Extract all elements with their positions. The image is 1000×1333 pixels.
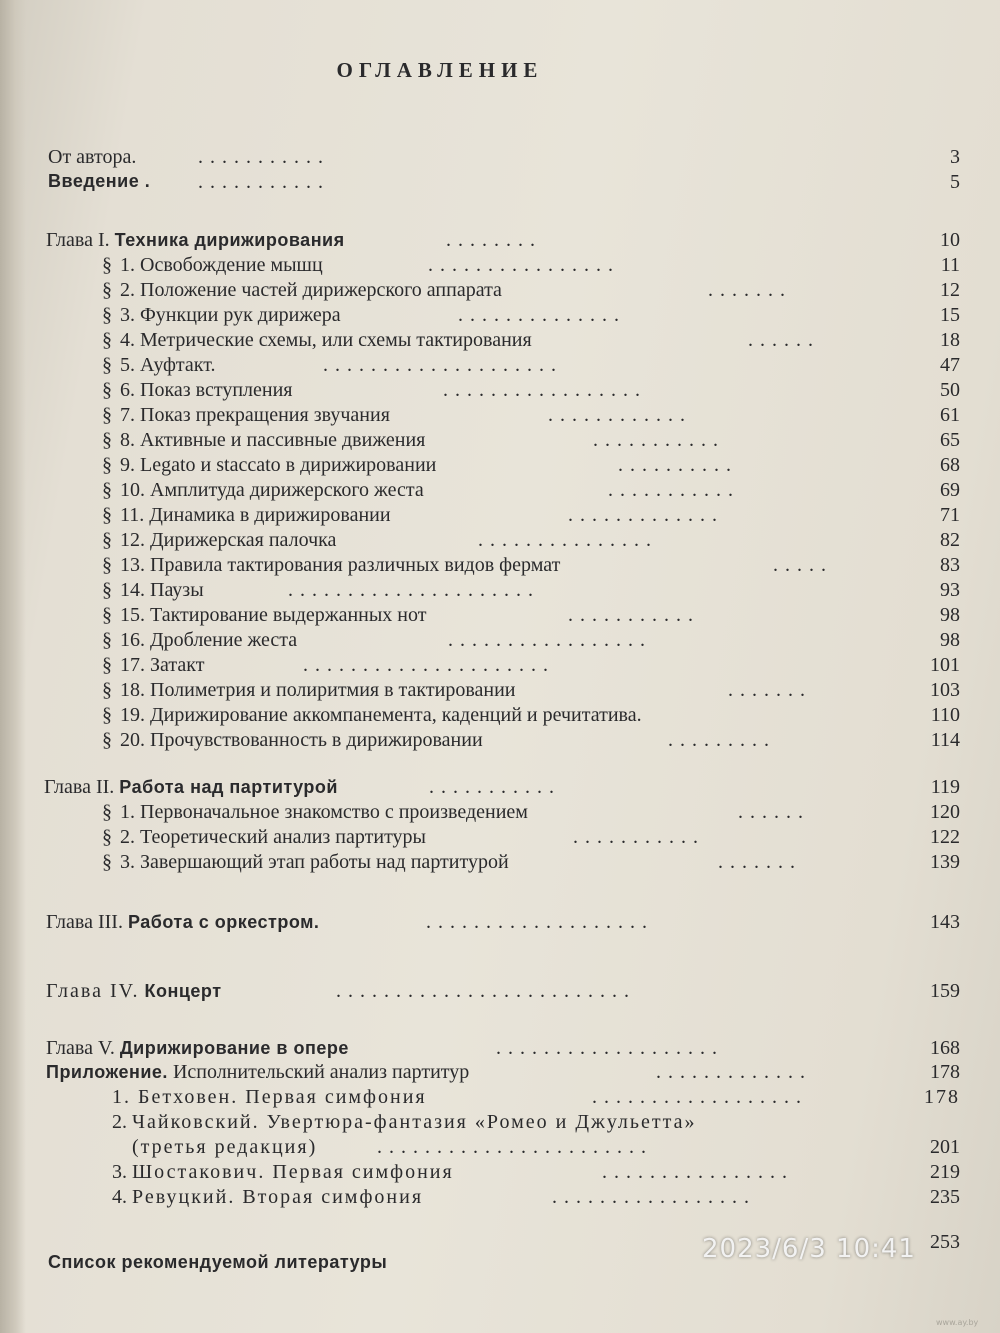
appendix-heading xyxy=(46,1061,469,1084)
chapter-heading xyxy=(44,776,338,799)
section-sign: § xyxy=(102,826,112,848)
entry-page: 219 xyxy=(930,1161,960,1183)
toc-section xyxy=(48,629,960,657)
toc-appendix-item xyxy=(112,1111,960,1139)
book-spine-shadow xyxy=(0,0,26,1333)
chapter-heading xyxy=(46,911,319,934)
toc-section xyxy=(48,304,960,332)
section-label: Дирижирование аккомпанемента, каденций и речитатива. xyxy=(150,704,642,726)
entry-leader: . . . . . xyxy=(773,554,827,576)
chapter-title: Дирижирование в опере xyxy=(119,1038,349,1058)
entry-page: 83 xyxy=(940,554,960,576)
section-number: 3. xyxy=(120,851,135,873)
entry-leader: . . . . . . . xyxy=(708,279,786,301)
entry-leader: . . . . . . . . . xyxy=(668,729,770,751)
section-label: Затакт xyxy=(150,654,205,676)
entry-label: Введение . xyxy=(48,171,151,191)
section-label: Полиметрия и полиритмия в тактировании xyxy=(150,679,516,701)
chapter-prefix: Глава V. xyxy=(46,1037,115,1059)
entry-page: 120 xyxy=(930,801,960,823)
entry-page: 65 xyxy=(940,429,960,451)
section-number: 4. xyxy=(120,329,135,351)
section-label: Положение частей дирижерского аппарата xyxy=(140,279,502,301)
toc-section xyxy=(48,354,960,382)
toc-appendix-item xyxy=(112,1186,960,1214)
entry-leader: . . . . . . . . . . . . . . . . . xyxy=(552,1186,750,1208)
chapter-heading xyxy=(46,980,222,1003)
entry-leader: . . . . . . . . . . . . . . . . . . . . xyxy=(323,354,557,376)
entry-page: 178 xyxy=(930,1061,960,1083)
entry-leader: . . . . . . . . . . . . . . . . . xyxy=(448,629,646,651)
entry-page: 3 xyxy=(950,146,960,168)
entry-leader: . . . . . . . . . . . . . . . . . . . . . . . xyxy=(377,1136,647,1158)
entry-leader: . . . . . . . . . . . . . . xyxy=(458,304,620,326)
toc-entry-author xyxy=(48,146,960,174)
toc-section xyxy=(48,851,960,879)
section-label: Дирижерская палочка xyxy=(150,529,337,551)
toc-section xyxy=(48,579,960,607)
section-label: Показ вступления xyxy=(140,379,293,401)
section-number: 7. xyxy=(120,404,135,426)
section-label: Тактирование выдержанных нот xyxy=(150,604,427,626)
section-number: 9. xyxy=(120,454,135,476)
entry-page: 15 xyxy=(940,304,960,326)
chapter-title: Работа над партитурой xyxy=(119,777,338,797)
toc-section xyxy=(48,801,960,829)
item-number: 4. xyxy=(112,1186,127,1208)
entry-leader: . . . . . . xyxy=(738,801,804,823)
entry-leader: . . . . . . . . . . . . . . . . . xyxy=(443,379,641,401)
item-label: (третья редакция) xyxy=(132,1136,318,1158)
section-number: 5. xyxy=(120,354,135,376)
entry-page: 110 xyxy=(930,704,960,726)
chapter-prefix: Глава II. xyxy=(44,776,115,798)
toc-section xyxy=(48,826,960,854)
section-sign: § xyxy=(102,529,112,551)
entry-page: 18 xyxy=(940,329,960,351)
section-number: 2. xyxy=(120,279,135,301)
section-number: 1. xyxy=(120,801,135,823)
toc-section xyxy=(48,529,960,557)
entry-page: 201 xyxy=(930,1136,960,1158)
entry-leader: . . . . . . xyxy=(748,329,814,351)
section-sign: § xyxy=(102,679,112,701)
toc-section xyxy=(48,404,960,432)
entry-page: 98 xyxy=(940,604,960,626)
entry-leader: . . . . . . . . . . . . . xyxy=(568,504,718,526)
entry-page: 61 xyxy=(940,404,960,426)
section-label: Амплитуда дирижерского жеста xyxy=(150,479,424,501)
section-number: 2. xyxy=(120,826,135,848)
entry-leader: . . . . . . . . . . . . . . . . . . . . . . . . . xyxy=(336,980,630,1002)
entry-page: 10 xyxy=(940,229,960,251)
section-number: 8. xyxy=(120,429,135,451)
toc-chapter-3 xyxy=(46,911,960,939)
section-sign: § xyxy=(102,479,112,501)
section-sign: § xyxy=(102,851,112,873)
entry-page: 139 xyxy=(930,851,960,873)
section-sign: § xyxy=(102,801,112,823)
entry-leader: . . . . . . . . . . . xyxy=(198,146,324,168)
toc-section xyxy=(48,679,960,707)
entry-leader: . . . . . . . . . . . xyxy=(198,171,324,193)
section-label: Завершающий этап работы над партитурой xyxy=(140,851,509,873)
entry-page: 11 xyxy=(940,254,960,276)
section-label: Показ прекращения звучания xyxy=(140,404,390,426)
entry-page: 50 xyxy=(940,379,960,401)
chapter-title: Техника дирижирования xyxy=(114,230,345,250)
entry-page: 82 xyxy=(940,529,960,551)
section-sign: § xyxy=(102,304,112,326)
section-label: Прочувствованность в дирижировании xyxy=(150,729,483,751)
section-number: 19. xyxy=(120,704,145,726)
section-sign: § xyxy=(102,454,112,476)
item-label: Ревуцкий. Вторая симфония xyxy=(132,1186,424,1208)
entry-leader: . . . . . . . . xyxy=(446,229,536,251)
entry-leader: . . . . . . . xyxy=(718,851,796,873)
toc-chapter-1 xyxy=(46,229,960,257)
entry-leader: . . . . . . . . . . . xyxy=(593,429,719,451)
entry-leader: . . . . . . . . . . . . . . . . . . . . . xyxy=(303,654,549,676)
entry-leader: . . . . . . . . . . . . . . . . . . xyxy=(592,1086,802,1108)
toc-section xyxy=(48,479,960,507)
toc-appendix xyxy=(46,1061,960,1089)
chapter-prefix: Глава I. xyxy=(46,229,110,251)
entry-label: Список рекомендуемой литературы xyxy=(48,1252,388,1272)
toc-section xyxy=(48,254,960,282)
section-label: Метрические схемы, или схемы тактирования xyxy=(140,329,532,351)
chapter-title: Концерт xyxy=(144,981,222,1001)
item-number: 1. xyxy=(112,1086,131,1108)
entry-page: 103 xyxy=(930,679,960,701)
section-number: 11. xyxy=(120,504,145,526)
section-sign: § xyxy=(102,254,112,276)
entry-leader: . . . . . . . . . . . xyxy=(573,826,699,848)
toc-section xyxy=(48,279,960,307)
entry-page: 98 xyxy=(940,629,960,651)
entry-page: 101 xyxy=(930,654,960,676)
entry-page: 178 xyxy=(924,1086,960,1108)
entry-page: 114 xyxy=(930,729,960,751)
section-label: Теоретический анализ партитуры xyxy=(140,826,426,848)
section-number: 15. xyxy=(120,604,145,626)
section-label: Паузы xyxy=(150,579,204,601)
chapter-prefix: Глава III. xyxy=(46,911,123,933)
section-label: Функции рук дирижера xyxy=(140,304,341,326)
entry-leader: . . . . . . . . . . . xyxy=(429,776,555,798)
toc-chapter-2 xyxy=(44,776,960,804)
entry-page: 159 xyxy=(930,980,960,1002)
section-number: 16. xyxy=(120,629,145,651)
entry-page: 235 xyxy=(930,1186,960,1208)
section-number: 14. xyxy=(120,579,145,601)
entry-page: 168 xyxy=(930,1037,960,1059)
section-number: 1. xyxy=(120,254,135,276)
section-sign: § xyxy=(102,329,112,351)
entry-page: 119 xyxy=(930,776,960,798)
section-label: Активные и пассивные движения xyxy=(140,429,426,451)
section-sign: § xyxy=(102,504,112,526)
section-label: Legato и staccato в дирижировании xyxy=(140,454,437,476)
entry-page: 122 xyxy=(930,826,960,848)
entry-page: 5 xyxy=(950,171,960,193)
entry-leader: . . . . . . . . . . . . . . . . xyxy=(428,254,614,276)
entry-page: 253 xyxy=(930,1231,960,1253)
entry-page: 69 xyxy=(940,479,960,501)
section-number: 20. xyxy=(120,729,145,751)
section-number: 10. xyxy=(120,479,145,501)
item-label: Шостакович. Первая симфония xyxy=(132,1161,454,1183)
section-sign: § xyxy=(102,404,112,426)
chapter-title: Работа с оркестром. xyxy=(127,912,320,932)
toc-title: ОГЛАВЛЕНИЕ xyxy=(336,58,544,82)
section-sign: § xyxy=(102,704,112,726)
toc-appendix-item xyxy=(112,1136,960,1164)
chapter-prefix: Глава IV. xyxy=(46,980,140,1002)
entry-page: 68 xyxy=(940,454,960,476)
section-sign: § xyxy=(102,654,112,676)
section-sign: § xyxy=(102,379,112,401)
section-label: Дробление жеста xyxy=(150,629,298,651)
section-label: Первоначальное знакомство с произведением xyxy=(140,801,528,823)
toc-section xyxy=(48,704,960,732)
section-label: Освобождение мышц xyxy=(140,254,323,276)
section-label: Ауфтакт. xyxy=(140,354,216,376)
watermark: www.ay.by xyxy=(936,1318,979,1327)
appendix-subtitle: Исполнительский анализ партитур xyxy=(172,1061,470,1083)
entry-leader: . . . . . . . . . . . . . . . . . . . xyxy=(426,911,648,933)
entry-leader: . . . . . . . . . . . . . . . xyxy=(478,529,652,551)
appendix-title: Приложение. xyxy=(46,1062,168,1082)
section-sign: § xyxy=(102,629,112,651)
entry-leader: . . . . . . . xyxy=(728,679,806,701)
toc-section xyxy=(48,454,960,482)
item-number: 3. xyxy=(112,1161,127,1183)
entry-leader: . . . . . . . . . . . . . . . . . . . xyxy=(496,1037,718,1059)
toc-chapter-4 xyxy=(46,980,960,1008)
entry-leader: . . . . . . . . . . xyxy=(618,454,732,476)
toc-bibliography xyxy=(48,1252,648,1280)
photo-timestamp: 2023/6/3 10:41 xyxy=(702,1234,916,1264)
section-number: 6. xyxy=(120,379,135,401)
entry-page: 143 xyxy=(930,911,960,933)
section-sign: § xyxy=(102,279,112,301)
section-number: 3. xyxy=(120,304,135,326)
toc-appendix-item xyxy=(112,1161,960,1189)
item-label: Бетховен. Первая симфония xyxy=(138,1086,427,1108)
item-label: Чайковский. Увертюра-фантазия «Ромео и Джульетта» xyxy=(132,1111,697,1133)
entry-leader: . . . . . . . . . . . . . . . . xyxy=(602,1161,788,1183)
toc-appendix-item xyxy=(112,1086,960,1114)
section-label: Правила тактирования различных видов фермат xyxy=(150,554,561,576)
entry-page: 71 xyxy=(940,504,960,526)
entry-label: От автора. xyxy=(48,146,137,168)
toc-section xyxy=(48,604,960,632)
entry-leader: . . . . . . . . . . . xyxy=(608,479,734,501)
section-number: 17. xyxy=(120,654,145,676)
toc-entry-intro xyxy=(48,171,960,199)
toc-section xyxy=(48,379,960,407)
item-number: 2. xyxy=(112,1111,127,1133)
toc-section xyxy=(48,729,960,757)
section-sign: § xyxy=(102,729,112,751)
section-label: Динамика в дирижировании xyxy=(149,504,391,526)
section-sign: § xyxy=(102,354,112,376)
section-sign: § xyxy=(102,554,112,576)
section-number: 18. xyxy=(120,679,145,701)
entry-leader: . . . . . . . . . . . . xyxy=(548,404,686,426)
entry-page: 47 xyxy=(940,354,960,376)
section-sign: § xyxy=(102,579,112,601)
toc-section xyxy=(48,654,960,682)
toc-section xyxy=(48,429,960,457)
chapter-heading xyxy=(46,229,345,252)
chapter-heading xyxy=(46,1037,349,1060)
entry-leader: . . . . . . . . . . . . . xyxy=(656,1061,806,1083)
section-number: 13. xyxy=(120,554,145,576)
section-sign: § xyxy=(102,429,112,451)
entry-page: 93 xyxy=(940,579,960,601)
section-number: 12. xyxy=(120,529,145,551)
toc-section xyxy=(48,504,960,532)
toc-section xyxy=(48,329,960,357)
entry-leader: . . . . . . . . . . . xyxy=(568,604,694,626)
entry-page: 12 xyxy=(940,279,960,301)
section-sign: § xyxy=(102,604,112,626)
toc-section xyxy=(48,554,960,582)
entry-leader: . . . . . . . . . . . . . . . . . . . . . xyxy=(288,579,534,601)
